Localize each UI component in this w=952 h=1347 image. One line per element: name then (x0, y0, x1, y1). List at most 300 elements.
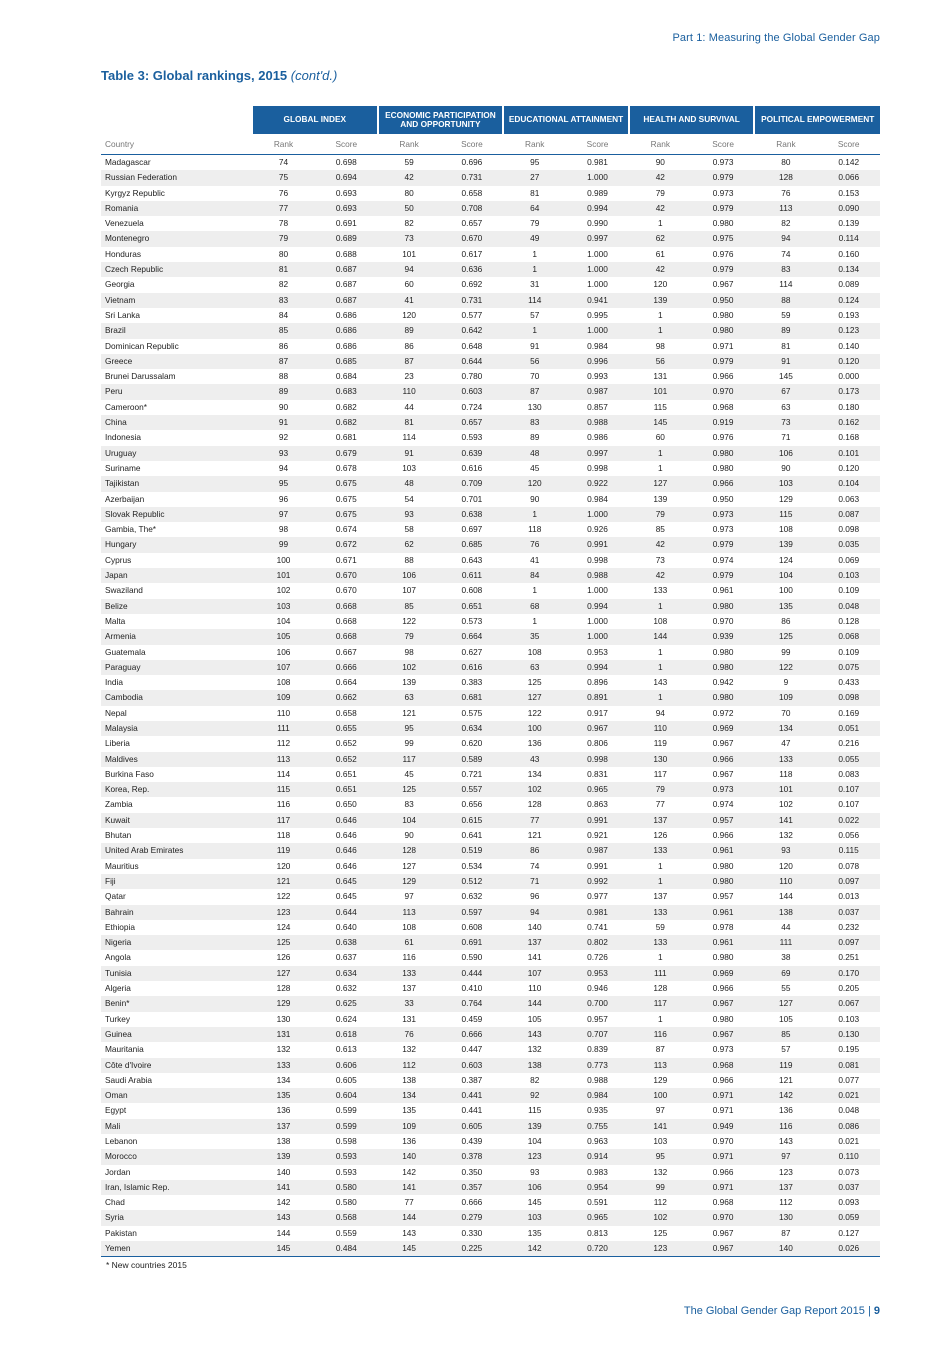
table-row (101, 905, 880, 920)
score-cell: 0.839 (587, 1044, 608, 1055)
score-cell: 0.961 (692, 905, 755, 920)
rank-cell: 97 (754, 1149, 817, 1164)
rank-cell: 1 (629, 660, 692, 675)
rank-cell: 97 (404, 891, 414, 902)
rank-cell: 1 (658, 1013, 663, 1024)
score-cell: 0.967 (712, 279, 734, 290)
table-row (101, 323, 880, 338)
rank-cell: 95 (530, 157, 540, 167)
country-name: Algeria (105, 983, 131, 994)
score-cell: 0.666 (461, 1197, 483, 1208)
rank-cell: 1 (658, 309, 663, 320)
table-row (101, 996, 880, 1011)
country-name: Qatar (105, 891, 126, 902)
country-name: United Arab Emirates (101, 843, 252, 858)
score-cell: 0.986 (587, 432, 608, 443)
score-cell: 1.000 (566, 507, 629, 522)
country-name: Tunisia (101, 966, 252, 981)
score-cell: 0.857 (587, 401, 608, 412)
score-cell: 0.083 (838, 768, 860, 779)
rank-cell: 106 (276, 646, 291, 657)
country-name: Japan (101, 568, 252, 583)
rank-cell: 145 (527, 1197, 542, 1208)
country-name: Peru (101, 384, 252, 399)
rank-cell: 135 (527, 1227, 542, 1238)
score-cell: 0.114 (817, 231, 880, 246)
country-name: Ethiopia (105, 921, 135, 932)
country-name: Romania (101, 201, 252, 216)
score-cell: 0.987 (566, 843, 629, 858)
score-cell: 0.655 (315, 721, 378, 736)
rank-cell: 137 (653, 891, 668, 902)
score-cell: 0.599 (315, 1119, 378, 1134)
score-cell: 0.021 (838, 1136, 860, 1146)
score-cell: 0.251 (838, 952, 860, 963)
score-cell: 0.988 (587, 1074, 608, 1085)
score-cell: 0.983 (587, 1166, 608, 1177)
country-name: Nigeria (101, 935, 252, 950)
score-cell: 0.914 (566, 1149, 629, 1164)
table-row (101, 277, 880, 292)
rank-cell: 126 (276, 952, 291, 963)
score-cell: 0.967 (712, 738, 734, 749)
score-cell: 0.077 (838, 1074, 860, 1085)
rank-cell: 142 (402, 1166, 417, 1177)
score-cell: 0.675 (315, 507, 378, 522)
rank-cell: 62 (378, 537, 441, 552)
rank-cell: 115 (252, 782, 315, 797)
score-cell: 0.067 (817, 996, 880, 1011)
score-cell: 0.577 (461, 309, 483, 320)
country-name: Côte d'Ivoire (101, 1058, 252, 1073)
rank-cell: 90 (404, 830, 414, 841)
table-row (101, 690, 880, 705)
rank-cell: 63 (781, 401, 791, 412)
score-cell: 0.651 (441, 599, 504, 614)
score-cell: 1.000 (587, 615, 608, 626)
score-cell: 0.969 (692, 721, 755, 736)
rank-cell: 73 (754, 415, 817, 430)
score-cell: 0.081 (817, 1058, 880, 1073)
score-cell: 0.357 (441, 1180, 504, 1195)
score-cell: 0.689 (315, 231, 378, 246)
rank-cell: 102 (276, 585, 291, 596)
rank-cell: 1 (532, 615, 538, 626)
score-cell: 0.575 (461, 707, 483, 718)
score-cell: 0.606 (315, 1058, 378, 1073)
rank-cell: 116 (754, 1119, 817, 1134)
rank-cell: 94 (655, 707, 665, 718)
rank-cell: 109 (378, 1119, 441, 1134)
rank-cell: 74 (530, 860, 540, 871)
score-cell: 0.168 (838, 432, 860, 443)
rank-cell: 104 (527, 1136, 542, 1146)
rank-cell: 79 (655, 187, 665, 198)
rank-cell: 144 (276, 1227, 291, 1238)
score-cell: 0.646 (335, 830, 357, 841)
rank-cell: 107 (252, 660, 315, 675)
rank-cell: 82 (404, 218, 414, 229)
score-cell: 0.963 (587, 1136, 608, 1146)
rank-cell: 1 (658, 462, 663, 473)
score-cell: 0.616 (461, 462, 483, 473)
score-cell: 0.946 (587, 983, 608, 994)
score-cell: 0.967 (692, 1241, 755, 1257)
rank-cell: 123 (503, 1149, 566, 1164)
score-cell: 0.597 (441, 905, 504, 920)
score-cell: 0.896 (587, 677, 608, 688)
table-row (101, 1042, 880, 1057)
country-name: Venezuela (105, 218, 144, 229)
rank-cell: 1 (629, 323, 692, 338)
score-cell: 0.682 (315, 415, 378, 430)
table-row (101, 507, 880, 522)
rank-cell: 145 (252, 1241, 315, 1257)
rank-cell: 61 (378, 935, 441, 950)
score-cell: 0.037 (817, 905, 880, 920)
score-cell: 0.987 (566, 384, 629, 399)
table-row (101, 247, 880, 262)
country-name: Angola (105, 952, 131, 963)
rank-cell: 137 (754, 1180, 817, 1195)
score-cell: 0.603 (441, 384, 504, 399)
rank-cell: 80 (404, 187, 414, 198)
rank-cell: 57 (781, 1044, 791, 1055)
score-cell: 0.512 (441, 874, 504, 889)
rank-cell: 126 (653, 830, 668, 841)
country-name: Armenia (101, 629, 252, 644)
rank-cell: 108 (402, 921, 417, 932)
score-cell: 0.441 (461, 1105, 483, 1116)
table-row (101, 339, 880, 354)
score-cell: 0.731 (441, 293, 504, 308)
rank-cell: 120 (503, 476, 566, 491)
score-cell: 0.115 (817, 843, 880, 858)
rank-cell: 111 (754, 935, 817, 950)
rank-cell: 48 (378, 476, 441, 491)
rank-cell: 74 (781, 248, 791, 259)
country-name: Suriname (105, 462, 141, 473)
score-cell: 0.153 (838, 187, 860, 198)
rank-cell: 27 (503, 170, 566, 185)
score-cell: 0.671 (335, 554, 357, 565)
score-cell: 0.599 (335, 1105, 357, 1116)
table-row (101, 1134, 880, 1149)
rank-cell: 1 (658, 218, 663, 229)
rank-cell: 120 (276, 860, 291, 871)
score-cell: 0.383 (461, 677, 483, 688)
rank-cell: 114 (276, 768, 291, 779)
rank-cell: 113 (754, 201, 817, 216)
score-cell: 0.063 (838, 493, 860, 504)
table-row (101, 1103, 880, 1118)
score-cell: 0.991 (566, 537, 629, 552)
country-name: Mali (101, 1119, 252, 1134)
score-cell: 0.022 (817, 813, 880, 828)
rank-cell: 81 (781, 340, 791, 351)
rank-cell: 136 (276, 1105, 291, 1116)
table-title-main: Table 3: Global rankings, 2015 (101, 68, 288, 83)
rank-cell: 49 (503, 231, 566, 246)
country-name: Pakistan (105, 1227, 137, 1238)
table-row (101, 920, 880, 935)
score-cell: 0.687 (315, 262, 378, 277)
score-cell: 0.216 (838, 738, 860, 749)
score-column-header: Score (566, 134, 629, 155)
rank-cell: 56 (629, 354, 692, 369)
table-row (101, 874, 880, 889)
rank-cell: 85 (655, 524, 665, 535)
score-cell: 0.970 (692, 384, 755, 399)
score-cell: 0.980 (692, 599, 755, 614)
score-cell: 0.694 (315, 170, 378, 185)
score-cell: 0.965 (566, 1210, 629, 1225)
table-row (101, 1119, 880, 1134)
table-row (101, 721, 880, 736)
table-row (101, 629, 880, 644)
score-cell: 0.966 (712, 1074, 734, 1085)
table-row (101, 645, 880, 660)
rank-cell: 77 (252, 201, 315, 216)
score-cell: 0.652 (315, 752, 378, 767)
score-cell: 0.573 (461, 615, 483, 626)
rank-column-header: Rank (378, 134, 441, 155)
score-cell: 0.087 (817, 507, 880, 522)
score-cell: 0.675 (315, 476, 378, 491)
rank-cell: 71 (503, 874, 566, 889)
score-cell: 0.698 (335, 157, 357, 167)
country-name: Syria (101, 1210, 252, 1225)
score-cell: 0.646 (315, 843, 378, 858)
rank-cell: 83 (252, 293, 315, 308)
score-cell: 0.979 (692, 262, 755, 277)
rank-cell: 105 (778, 1013, 793, 1024)
rank-cell: 145 (629, 415, 692, 430)
rank-cell: 117 (629, 996, 692, 1011)
rank-cell: 99 (781, 646, 791, 657)
table-row (101, 1149, 880, 1164)
score-cell: 0.980 (712, 952, 734, 963)
rank-cell: 89 (530, 432, 540, 443)
rank-cell: 112 (779, 1197, 793, 1208)
score-cell: 0.984 (587, 493, 608, 504)
rank-cell: 141 (378, 1180, 441, 1195)
table-row (101, 966, 880, 981)
score-cell: 0.977 (587, 891, 608, 902)
score-cell: 0.632 (335, 983, 357, 994)
score-cell: 0.225 (441, 1241, 504, 1257)
footer-separator: | (867, 1305, 871, 1317)
rank-cell: 128 (653, 983, 668, 994)
score-cell: 0.120 (838, 462, 860, 473)
rank-cell: 78 (278, 218, 289, 229)
score-cell: 1.000 (566, 629, 629, 644)
score-cell: 0.350 (461, 1166, 483, 1177)
country-name: Georgia (105, 279, 135, 290)
rank-cell: 132 (276, 1044, 291, 1055)
rank-cell: 79 (629, 782, 692, 797)
rank-cell: 100 (276, 554, 291, 565)
rank-cell: 96 (530, 891, 540, 902)
running-head: Part 1: Measuring the Global Gender Gap (672, 32, 880, 44)
rank-cell: 142 (754, 1088, 817, 1103)
rank-cell: 100 (629, 1088, 692, 1103)
rank-cell: 98 (655, 340, 665, 351)
rank-cell: 97 (252, 507, 315, 522)
score-cell: 0.697 (461, 524, 483, 535)
score-cell: 0.620 (461, 738, 483, 749)
table-row (101, 231, 880, 246)
rank-cell: 1 (629, 690, 692, 705)
score-cell: 0.605 (335, 1074, 357, 1085)
score-cell: 0.997 (566, 446, 629, 461)
country-name: Mauritania (105, 1044, 144, 1055)
score-cell: 0.636 (441, 262, 504, 277)
score-cell: 0.107 (838, 799, 860, 810)
score-cell: 0.026 (817, 1241, 880, 1257)
rank-cell: 122 (527, 707, 542, 718)
country-name: Fiji (101, 874, 252, 889)
rank-cell: 69 (754, 966, 817, 981)
rank-cell: 94 (503, 905, 566, 920)
rank-cell: 129 (778, 493, 793, 504)
score-cell: 0.035 (817, 537, 880, 552)
rank-cell: 125 (378, 782, 441, 797)
rank-cell: 118 (528, 524, 542, 535)
table-row (101, 889, 880, 904)
score-cell: 0.140 (838, 340, 860, 351)
country-name: Korea, Rep. (101, 782, 252, 797)
score-cell: 0.966 (712, 830, 734, 841)
rank-cell: 80 (278, 248, 289, 259)
rank-cell: 48 (503, 446, 566, 461)
table-row (101, 568, 880, 583)
score-cell: 0.634 (315, 966, 378, 981)
table-row (101, 384, 880, 399)
rank-cell: 1 (658, 860, 663, 871)
rank-cell: 133 (252, 1058, 315, 1073)
score-cell: 0.433 (838, 677, 860, 688)
score-cell: 0.966 (712, 1166, 734, 1177)
rank-cell: 77 (655, 799, 665, 810)
country-name: Yemen (101, 1241, 252, 1257)
rank-cell: 107 (503, 966, 566, 981)
rank-cell: 136 (402, 1136, 417, 1146)
table-row (101, 981, 880, 996)
rank-cell: 87 (781, 1227, 791, 1238)
rank-cell: 93 (252, 446, 315, 461)
score-cell: 1.000 (587, 279, 608, 290)
rank-cell: 97 (655, 1105, 665, 1116)
score-cell: 0.056 (838, 830, 860, 841)
score-cell: 0.976 (712, 432, 734, 443)
rank-cell: 74 (278, 157, 289, 167)
table-row (101, 935, 880, 950)
rank-cell: 109 (754, 690, 817, 705)
table-row (101, 537, 880, 552)
table-row (101, 155, 880, 171)
rank-cell: 144 (778, 891, 793, 902)
score-cell: 0.984 (587, 340, 608, 351)
table-row (101, 1012, 880, 1027)
rank-cell: 122 (276, 891, 291, 902)
score-cell: 0.678 (335, 462, 357, 473)
table-row (101, 1165, 880, 1180)
rank-cell: 90 (781, 462, 791, 473)
country-name: Guatemala (105, 646, 146, 657)
rank-cell: 130 (527, 401, 542, 412)
score-cell: 0.180 (838, 401, 860, 412)
rank-cell: 62 (629, 231, 692, 246)
rank-cell: 137 (252, 1119, 315, 1134)
score-cell: 0.652 (335, 738, 357, 749)
score-cell: 0.968 (712, 401, 734, 412)
rank-cell: 42 (629, 568, 692, 583)
rank-cell: 135 (252, 1088, 315, 1103)
score-cell: 0.130 (817, 1027, 880, 1042)
score-cell: 0.966 (712, 983, 734, 994)
group-header-global-index: GLOBAL INDEX (252, 106, 378, 134)
score-cell: 0.410 (461, 983, 483, 994)
country-name: Benin* (101, 996, 252, 1011)
rank-cell: 131 (653, 371, 668, 382)
rank-cell: 98 (404, 646, 414, 657)
rank-cell: 141 (629, 1119, 692, 1134)
rank-cell: 1 (629, 446, 692, 461)
rank-cell: 88 (404, 554, 414, 565)
rank-cell: 128 (378, 843, 441, 858)
score-cell: 0.773 (566, 1058, 629, 1073)
rank-cell: 76 (378, 1027, 441, 1042)
score-cell: 0.107 (817, 782, 880, 797)
table-row (101, 369, 880, 384)
score-cell: 0.672 (315, 537, 378, 552)
score-cell: 0.922 (566, 476, 629, 491)
group-header-educational: EDUCATIONAL ATTAINMENT (503, 106, 629, 134)
score-cell: 0.625 (315, 996, 378, 1011)
score-cell: 0.991 (587, 860, 608, 871)
score-cell: 0.863 (587, 799, 608, 810)
rank-cell: 99 (629, 1180, 692, 1195)
score-cell: 0.731 (441, 170, 504, 185)
rank-cell: 127 (754, 996, 817, 1011)
rank-cell: 114 (779, 279, 793, 290)
score-cell: 0.593 (315, 1149, 378, 1164)
score-cell: 0.988 (566, 415, 629, 430)
table-row (101, 1180, 880, 1195)
score-cell: 0.090 (817, 201, 880, 216)
score-cell: 0.755 (566, 1119, 629, 1134)
rank-cell: 134 (276, 1074, 291, 1085)
score-cell: 0.618 (315, 1027, 378, 1042)
score-cell: 0.051 (817, 721, 880, 736)
score-cell: 0.668 (335, 615, 357, 626)
rank-cell: 54 (404, 493, 414, 504)
rank-cell: 91 (252, 415, 315, 430)
rank-cell: 129 (252, 996, 315, 1011)
rank-cell: 112 (276, 738, 291, 749)
rank-cell: 79 (378, 629, 441, 644)
rank-cell: 84 (503, 568, 566, 583)
rank-cell: 38 (781, 952, 791, 963)
rank-cell: 103 (252, 599, 315, 614)
score-cell: 0.994 (566, 599, 629, 614)
rank-cell: 106 (754, 446, 817, 461)
rank-cell: 75 (252, 170, 315, 185)
rank-cell: 105 (527, 1013, 542, 1024)
table-row (101, 308, 880, 323)
score-cell: 0.645 (335, 891, 357, 902)
